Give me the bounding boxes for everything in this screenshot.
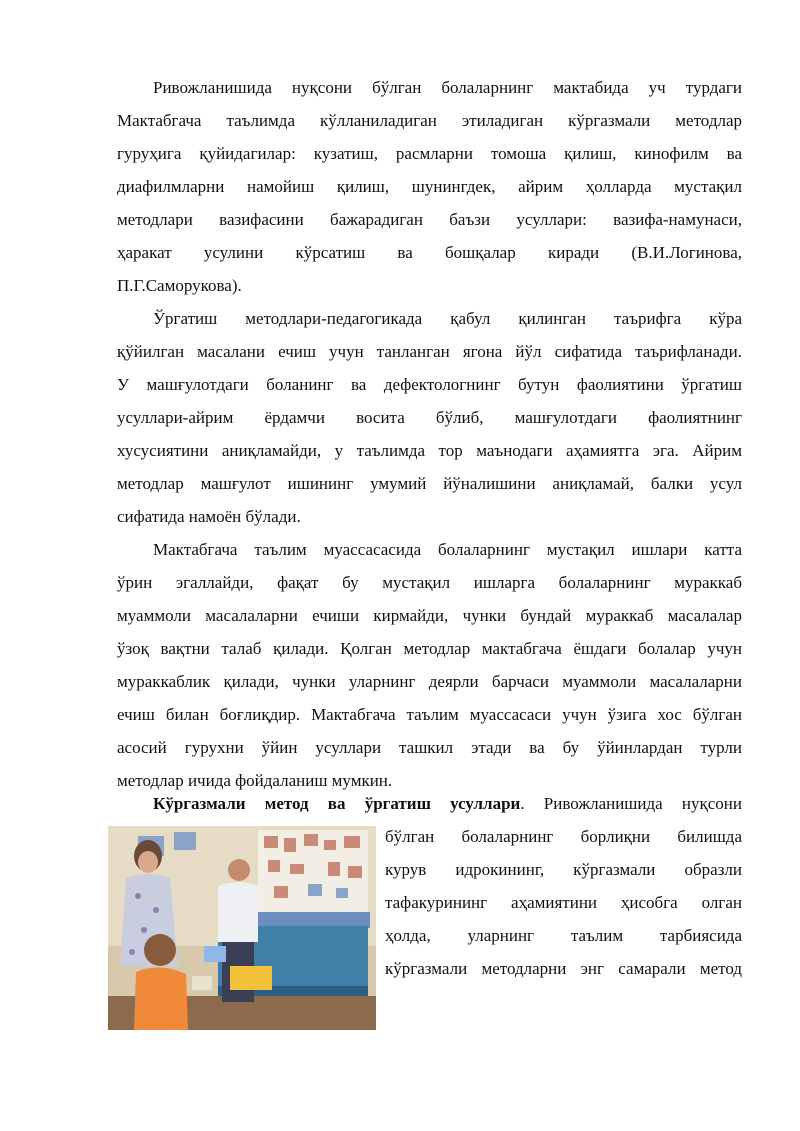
text-line: курув идрокининг, кўргазмали образли	[385, 860, 742, 879]
text-line: ечиш билан боғлиқдир. Мактабгача таълим муассасаси учун ўзига хос бўлган	[117, 705, 742, 724]
section-heading: Кўргазмали метод ва ўргатиш усуллари	[153, 794, 521, 813]
heading-continuation: . Ривожланишида нуқсони	[520, 794, 742, 813]
text-line: сифатида намоён бўлади.	[117, 507, 301, 526]
text-line: муаммоли масалаларни ечиши кирмайди, чунки бундай мураккаб масалалар	[117, 606, 742, 625]
text-line: Ривожланишида нуқсони бўлган болаларнинг мактабида уч турдаги	[153, 78, 742, 97]
classroom-photo-icon	[108, 826, 376, 1030]
text-line: кўргазмали методларни энг самарали метод	[385, 959, 742, 978]
text-line: қўйилган масалани ечиш учун танланган ягона йўл сифатида таърифланади.	[117, 342, 742, 361]
text-line: методлари вазифасини бажарадиган баъзи усуллари: вазифа-намунаси,	[117, 210, 742, 229]
text-line: Мактабгача таълимда кўлланиладиган этиладиган кўргазмали методлар	[117, 111, 742, 130]
text-line: диафилмларни намойиш қилиш, шунингдек, айрим ҳолларда мустақил	[117, 177, 742, 196]
text-line: У машғулотдаги боланинг ва дефектологнинг бутун фаолиятини ўргатиш	[117, 375, 742, 394]
text-line: Мактабгача таълим муассасасида болаларнинг мустақил ишлари катта	[153, 540, 742, 559]
text-line: П.Г.Саморукова).	[117, 276, 242, 295]
text-line: гуруҳига қуйидагилар: кузатиш, расмларни томоша қилиш, кинофилм ва	[117, 144, 742, 163]
text-line: методлар ичида фойдаланиш мумкин.	[117, 771, 393, 790]
text-line: усуллари-айрим ёрдамчи восита бўлиб, машғулотдаги фаолиятнинг	[117, 408, 742, 427]
text-line: ҳолда, уларнинг таълим тарбиясида	[385, 926, 742, 945]
text-line: мураккаблик қилади, чунки уларнинг деярли барчаси муаммоли масалаларни	[117, 672, 742, 691]
text-line: методлар машғулот ишининг умумий йўналишини аниқламай, балки усул	[117, 474, 742, 493]
text-line: ўрин эгаллайди, фақат бу мустақил ишларга болаларнинг мураккаб	[117, 573, 742, 592]
text-line: ўзоқ вақтни талаб қилади. Қолган методлар мактабгача ёшдаги болалар учун	[117, 639, 742, 658]
classroom-photo	[108, 826, 376, 1030]
text-line: хусусиятини аниқламайди, у таълимда тор маънодаги аҳамиятга эга. Айрим	[117, 441, 742, 460]
text-line: ҳаракат усулини кўрсатиш ва бошқалар киради (В.И.Логинова,	[117, 243, 742, 262]
text-line: асосий гурухни ўйин усуллари ташкил этади ва бу ўйинлардан турли	[117, 738, 742, 757]
section-heading-line	[153, 787, 742, 820]
text-line: бўлган болаларнинг борлиқни билишда	[385, 827, 742, 846]
text-line: Ўргатиш методлари-педагогикада қабул қилинган таърифга кўра	[153, 309, 742, 328]
text-line: тафакурининг аҳамиятини ҳисобга олган	[385, 893, 742, 912]
